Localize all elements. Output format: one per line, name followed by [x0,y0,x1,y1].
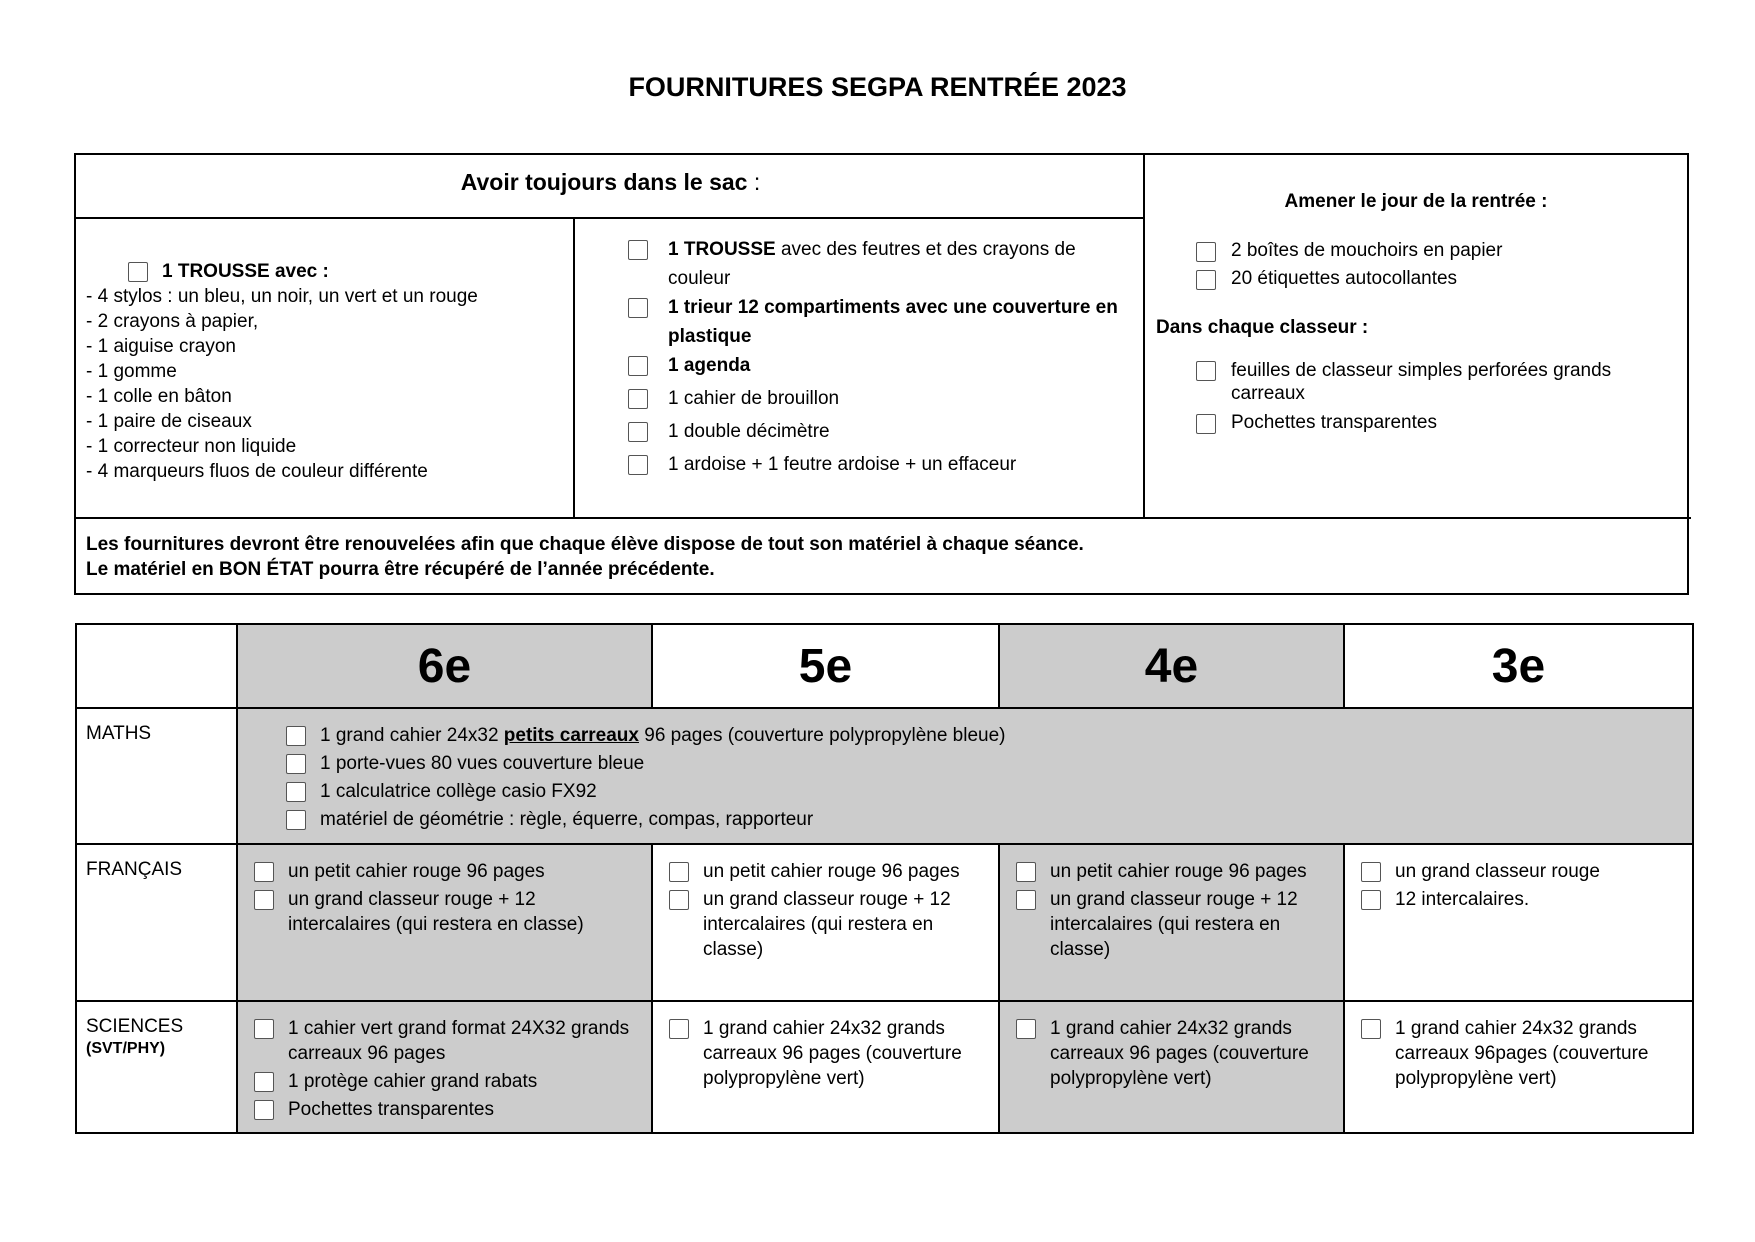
checkbox[interactable] [286,810,306,830]
francais-3e-cell [1344,844,1693,1001]
checkbox[interactable] [1016,1019,1036,1039]
list-item: 1 grand cahier 24x32 petits carreaux 96 pages (couverture polypropylène bleue) [320,723,1684,748]
list-item: 20 étiquettes autocollantes [1196,265,1686,293]
binder-heading: Dans chaque classeur : [1156,317,1369,338]
list-item: 12 intercalaires. [1395,887,1684,912]
bag-items-column [628,235,1128,479]
list-item: 1 grand cahier 24x32 grands carreaux 96 pages (couverture polypropylène vert) [703,1016,990,1091]
checkbox[interactable] [254,1019,274,1039]
list-item: matériel de géométrie : règle, équerre, compas, rapporteur [320,807,1684,832]
checkbox[interactable] [1196,361,1216,381]
francais-6e-cell [237,844,652,1001]
maths-row [76,708,1693,844]
grade-header-row [76,624,1693,708]
subject-label: SCIENCES (SVT/PHY) [76,1001,237,1133]
bag-supplies-table [74,153,1689,595]
trousse-line: - 2 crayons à papier, [86,311,259,332]
list-item: un grand classeur rouge + 12 intercalaires (qui restera en classe) [288,887,643,937]
grade-3e: 3e [1344,624,1693,708]
trousse-item: 1 TROUSSE avec : [128,259,478,284]
francais-row [76,844,1693,1001]
maths-cell [237,708,1693,844]
grade-5e: 5e [652,624,999,708]
list-item: 1 ardoise + 1 feutre ardoise + un effaceur [628,450,1128,479]
list-item: 1 grand cahier 24x32 grands carreaux 96 pages (couverture polypropylène vert) [1050,1016,1335,1091]
list-item: un grand classeur rouge [1395,859,1684,884]
checkbox[interactable] [628,298,648,318]
sciences-5e-cell [652,1001,999,1133]
checkbox[interactable] [1196,242,1216,262]
sciences-row [76,1001,1693,1133]
grade-supplies-table [75,623,1694,1134]
trousse-line: - 1 correcteur non liquide [86,436,297,457]
first-day-column [1156,191,1686,437]
grade-6e: 6e [237,624,652,708]
francais-5e-cell [652,844,999,1001]
checkbox[interactable] [286,726,306,746]
list-item: 1 cahier vert grand format 24X32 grands carreaux 96 pages [288,1016,643,1066]
list-item: 2 boîtes de mouchoirs en papier [1196,237,1686,265]
checkbox[interactable] [628,422,648,442]
checkbox[interactable] [254,890,274,910]
checkbox[interactable] [628,356,648,376]
checkbox[interactable] [286,754,306,774]
list-item: 1 cahier de brouillon [628,384,1128,413]
list-item: feuilles de classeur simples perforées grands carreaux [1196,359,1666,405]
checkbox[interactable] [628,240,648,260]
checkbox[interactable] [669,862,689,882]
checkbox[interactable] [254,1072,274,1092]
checkbox[interactable] [1361,1019,1381,1039]
list-item: un petit cahier rouge 96 pages [703,859,990,884]
checkbox[interactable] [254,1100,274,1120]
note-line: Le matériel en BON ÉTAT pourra être récupéré de l’année précédente. [86,559,715,580]
list-item: un grand classeur rouge + 12 intercalaires (qui restera en classe) [1050,887,1335,962]
checkbox[interactable] [1016,862,1036,882]
trousse-line: - 1 paire de ciseaux [86,411,252,432]
list-item: Pochettes transparentes [288,1097,643,1122]
list-item: 1 trieur 12 compartiments avec une couverture en plastique [628,293,1128,351]
sciences-3e-cell [1344,1001,1693,1133]
checkbox[interactable] [1361,862,1381,882]
sciences-6e-cell [237,1001,652,1133]
page-title: FOURNITURES SEGPA RENTRÉE 2023 [628,72,1127,102]
sciences-4e-cell [999,1001,1344,1133]
list-item: 1 agenda [628,351,1128,380]
checkbox[interactable] [128,262,148,282]
list-item: un petit cahier rouge 96 pages [1050,859,1335,884]
trousse-line: - 1 colle en bâton [86,386,232,407]
list-item: 1 protège cahier grand rabats [288,1069,643,1094]
checkbox[interactable] [254,862,274,882]
subject-label: FRANÇAIS [76,844,237,1001]
checkbox[interactable] [669,1019,689,1039]
divider [76,217,1145,219]
divider [76,517,1691,519]
subject-label: MATHS [76,708,237,844]
checkbox[interactable] [1361,890,1381,910]
note-line: Les fournitures devront être renouvelées afin que chaque élève dispose de tout son matériel à chaque séance. [86,534,1084,555]
trousse-line: - 1 gomme [86,361,177,382]
list-item: 1 calculatrice collège casio FX92 [320,779,1684,804]
francais-4e-cell [999,844,1344,1001]
trousse-line: - 4 stylos : un bleu, un noir, un vert et un rouge [86,286,478,307]
checkbox[interactable] [628,455,648,475]
trousse-line: - 1 aiguise crayon [86,336,236,357]
checkbox[interactable] [1196,270,1216,290]
grade-4e: 4e [999,624,1344,708]
bag-header: Avoir toujours dans le sac : [460,169,761,195]
divider [573,217,575,517]
checkbox[interactable] [286,782,306,802]
checkbox[interactable] [669,890,689,910]
trousse-line: - 4 marqueurs fluos de couleur différente [86,461,428,482]
list-item: un grand classeur rouge + 12 intercalaires (qui restera en classe) [703,887,990,962]
list-item: 1 grand cahier 24x32 grands carreaux 96pages (couverture polypropylène vert) [1395,1016,1684,1091]
list-item: un petit cahier rouge 96 pages [288,859,643,884]
checkbox[interactable] [628,389,648,409]
first-day-heading: Amener le jour de la rentrée : [1284,191,1548,212]
list-item: 1 double décimètre [628,417,1128,446]
list-item: Pochettes transparentes [1196,409,1686,437]
trousse-column [86,259,478,484]
empty-header-cell [76,624,237,708]
checkbox[interactable] [1016,890,1036,910]
notes [86,532,1084,582]
checkbox[interactable] [1196,414,1216,434]
list-item: 1 porte-vues 80 vues couverture bleue [320,751,1684,776]
list-item: 1 TROUSSE avec des feutres et des crayons de couleur [628,235,1128,293]
